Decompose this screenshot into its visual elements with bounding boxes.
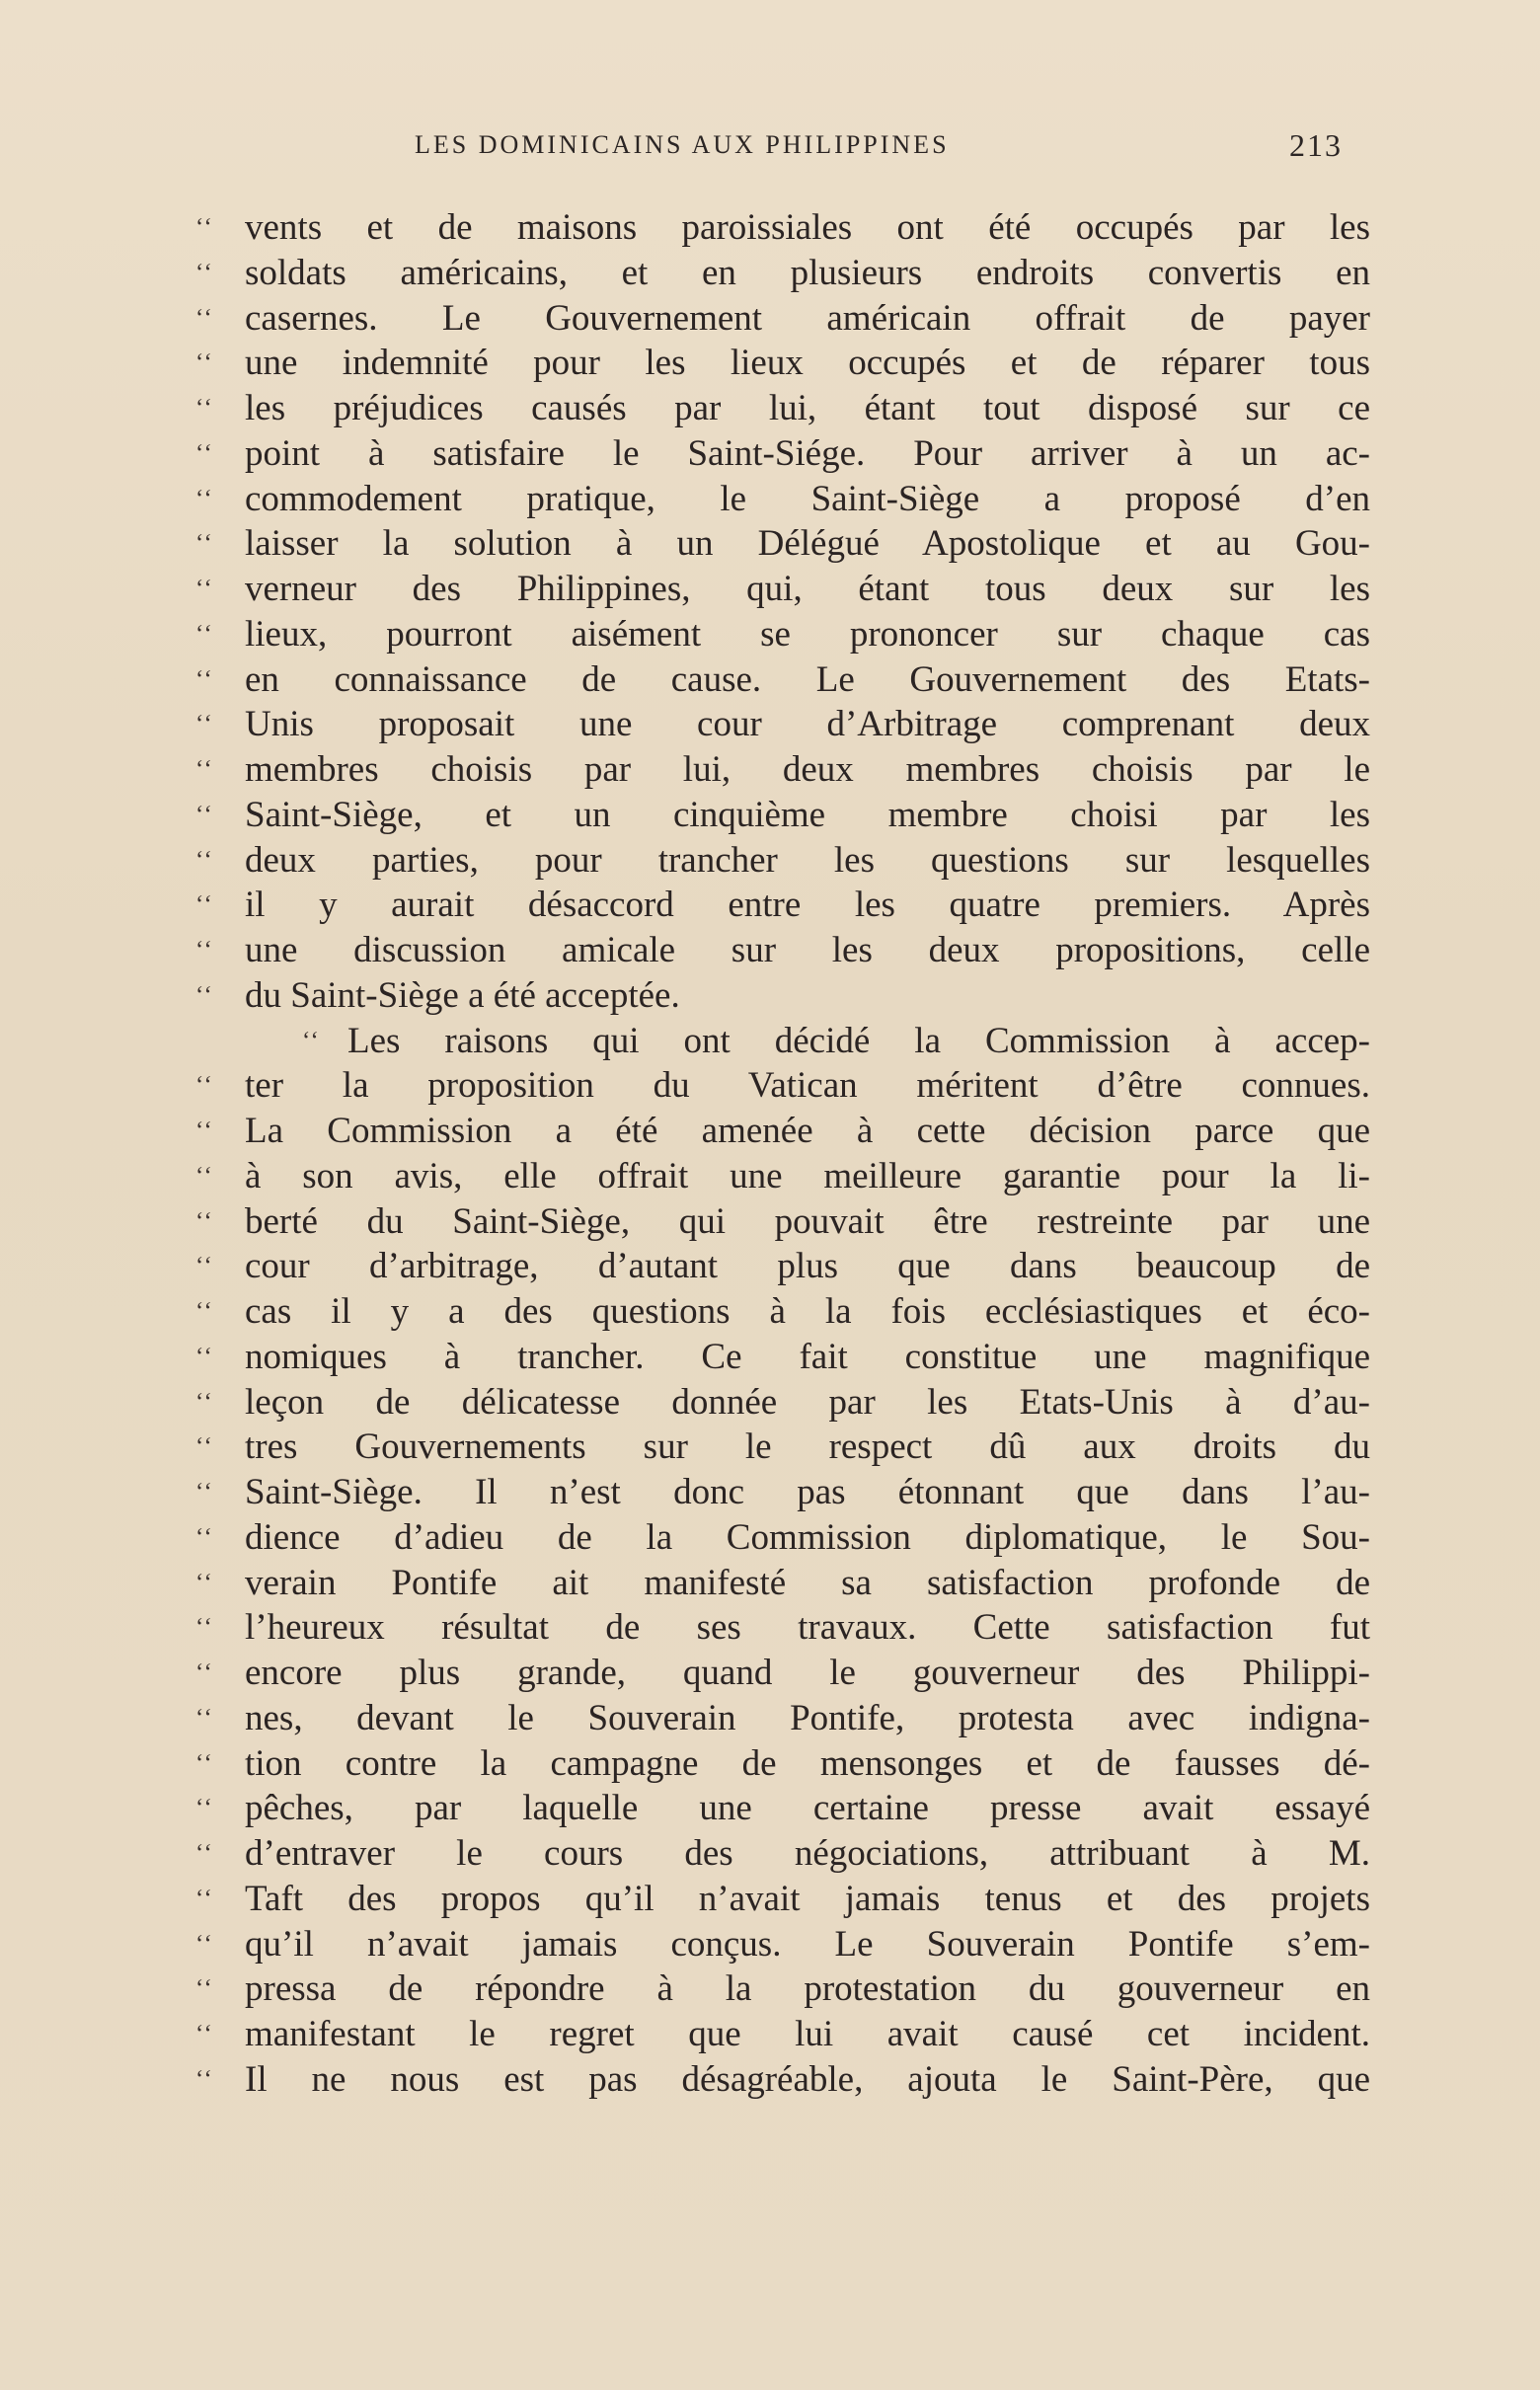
quote-mark: ‘‘ (302, 1027, 321, 1054)
text-line (195, 1922, 1370, 1967)
quote-mark: ‘‘ (195, 1659, 214, 1686)
text-line (195, 251, 1370, 296)
text-line (195, 1651, 1370, 1696)
line-text: dience d’adieu de la Commission diplomatique, le Sou- (245, 1516, 1370, 1558)
text-line (195, 1966, 1370, 2012)
quote-mark: ‘‘ (195, 1523, 214, 1551)
quote-mark: ‘‘ (195, 1072, 214, 1100)
line-text: vents et de maisons paroissiales ont été occupés par les (245, 207, 1370, 248)
quote-mark: ‘‘ (195, 1343, 214, 1370)
text-line (195, 205, 1370, 251)
quote-mark: ‘‘ (195, 1614, 214, 1642)
line-text: les préjudices causés par lui, étant tout disposé sur ce (245, 388, 1370, 428)
quote-mark: ‘‘ (195, 891, 214, 919)
text-line (195, 477, 1370, 522)
page-number: 213 (1289, 127, 1343, 163)
text-line (195, 1289, 1370, 1335)
quote-mark: ‘‘ (195, 1388, 214, 1416)
quote-mark: ‘‘ (195, 620, 214, 648)
quote-mark: ‘‘ (195, 1162, 214, 1190)
quote-mark: ‘‘ (195, 1749, 214, 1777)
text-line (195, 657, 1370, 703)
text-line (195, 1470, 1370, 1515)
quote-mark: ‘‘ (195, 1479, 214, 1505)
quote-mark: ‘‘ (195, 846, 214, 874)
line-text: lieux, pourront aisément se prononcer sur chaque cas (245, 613, 1370, 655)
text-line (195, 883, 1370, 928)
line-text: Taft des propos qu’il n’avait jamais tenus et des projets (245, 1878, 1370, 1919)
quote-mark: ‘‘ (195, 1704, 214, 1732)
line-text: Saint-Siège, et un cinquième membre choisi par les (245, 794, 1370, 835)
text-line (195, 1109, 1370, 1154)
quote-mark: ‘‘ (195, 439, 214, 467)
quote-mark: ‘‘ (195, 259, 214, 286)
line-text: leçon de délicatesse donnée par les Etats-Unis à d’au- (245, 1381, 1370, 1423)
text-line (195, 1561, 1370, 1606)
text-line (195, 1877, 1370, 1922)
text-line (195, 521, 1370, 567)
quote-mark: ‘‘ (195, 1253, 214, 1280)
text-line (195, 341, 1370, 386)
line-text: Les raisons qui ont décidé la Commission à accep- (347, 1020, 1370, 1061)
line-text: encore plus grande, quand le gouverneur des Philippi- (245, 1653, 1370, 1693)
quote-mark: ‘‘ (195, 1207, 214, 1235)
text-line (195, 1605, 1370, 1651)
quote-mark: ‘‘ (195, 1975, 214, 2003)
text-line (195, 2057, 1370, 2103)
line-text: pêches, par laquelle une certaine presse avait essayé (245, 1788, 1370, 1829)
line-text: Unis proposait une cour d’Arbitrage comprenant deux (245, 704, 1370, 745)
quote-mark: ‘‘ (195, 665, 214, 693)
line-text: casernes. Le Gouvernement américain offrait de payer (245, 297, 1370, 339)
line-text: nes, devant le Souverain Pontife, protesta avec indigna- (245, 1697, 1370, 1738)
text-line (195, 567, 1370, 612)
page-header (415, 127, 1343, 170)
text-line (195, 1515, 1370, 1561)
line-text: manifestant le regret que lui avait causé cet incident. (245, 2014, 1370, 2054)
text-line (195, 973, 1370, 1019)
quote-mark: ‘‘ (195, 349, 214, 377)
quote-mark: ‘‘ (195, 1298, 214, 1325)
line-text: qu’il n’avait jamais conçus. Le Souverain Pontife s’em- (245, 1923, 1370, 1965)
text-line (195, 1199, 1370, 1245)
line-text: berté du Saint-Siège, qui pouvait être restreinte par une (245, 1200, 1370, 1242)
line-text: en connaissance de cause. Le Gouvernement des Etats- (245, 658, 1370, 700)
body-text (195, 205, 1370, 2103)
text-line (195, 296, 1370, 342)
quote-mark: ‘‘ (195, 395, 214, 422)
quote-mark: ‘‘ (195, 981, 214, 1009)
text-line (195, 1831, 1370, 1877)
text-line (195, 747, 1370, 793)
line-text: pressa de répondre à la protestation du gouverneur en (245, 1968, 1370, 2010)
line-text: point à satisfaire le Saint-Siége. Pour arriver à un ac- (245, 432, 1370, 474)
line-text: cas il y a des questions à la fois ecclésiastiques et éco- (245, 1291, 1370, 1332)
text-line (195, 1154, 1370, 1199)
line-text: tres Gouvernements sur le respect dû aux droits du (245, 1426, 1370, 1468)
quote-mark: ‘‘ (195, 756, 214, 783)
quote-mark: ‘‘ (195, 530, 214, 558)
text-line (195, 1425, 1370, 1470)
text-line (195, 1786, 1370, 1831)
quote-mark: ‘‘ (195, 937, 214, 964)
quote-mark: ‘‘ (195, 2065, 214, 2093)
text-line (195, 1741, 1370, 1787)
quote-mark: ‘‘ (195, 1885, 214, 1912)
line-text: une discussion amicale sur les deux propositions, celle (245, 930, 1370, 970)
quote-mark: ‘‘ (195, 485, 214, 512)
line-text: verain Pontife ait manifesté sa satisfaction profonde de (245, 1562, 1370, 1603)
quote-mark: ‘‘ (195, 304, 214, 332)
quote-mark: ‘‘ (195, 1118, 214, 1144)
line-text: tion contre la campagne de mensonges et de fausses dé- (245, 1742, 1370, 1784)
quote-mark: ‘‘ (195, 1433, 214, 1461)
text-line (195, 1335, 1370, 1380)
text-line (195, 1019, 1370, 1064)
quote-mark: ‘‘ (195, 576, 214, 602)
text-line (195, 1696, 1370, 1741)
line-text: à son avis, elle offrait une meilleure garantie pour la li- (245, 1155, 1370, 1196)
text-line (195, 1063, 1370, 1109)
text-line (195, 386, 1370, 431)
line-text: laisser la solution à un Délégué Apostolique et au Gou- (245, 523, 1370, 565)
line-text: commodement pratique, le Saint-Siège a proposé d’en (245, 478, 1370, 519)
line-text: d’entraver le cours des négociations, attribuant à M. (245, 1833, 1370, 1874)
text-line (195, 431, 1370, 477)
text-line (195, 2012, 1370, 2057)
quote-mark: ‘‘ (195, 1569, 214, 1596)
quote-mark: ‘‘ (195, 2021, 214, 2047)
line-text: ter la proposition du Vatican méritent d’être connues. (245, 1065, 1370, 1107)
text-line (195, 928, 1370, 973)
running-title: LES DOMINICAINS AUX PHILIPPINES (415, 130, 950, 159)
line-text: il y aurait désaccord entre les quatre premiers. Après (245, 885, 1370, 926)
text-line (195, 1380, 1370, 1426)
line-text: deux parties, pour trancher les questions sur lesquelles (245, 839, 1370, 881)
quote-mark: ‘‘ (195, 711, 214, 738)
line-text: La Commission a été amenée à cette décision parce que (245, 1111, 1370, 1151)
quote-mark: ‘‘ (195, 801, 214, 828)
text-line (195, 1244, 1370, 1289)
quote-mark: ‘‘ (195, 1840, 214, 1867)
line-text: l’heureux résultat de ses travaux. Cette satisfaction fut (245, 1607, 1370, 1649)
text-line (195, 838, 1370, 884)
line-text: membres choisis par lui, deux membres choisis par le (245, 749, 1370, 790)
text-line (195, 612, 1370, 657)
line-text: cour d’arbitrage, d’autant plus que dans beaucoup de (245, 1246, 1370, 1287)
text-line (195, 702, 1370, 747)
line-text: Il ne nous est pas désagréable, ajouta le Saint-Père, que (245, 2058, 1370, 2100)
line-text: Saint-Siège. Il n’est donc pas étonnant que dans l’au- (245, 1472, 1370, 1512)
line-text: nomiques à trancher. Ce fait constitue une magnifique (245, 1336, 1370, 1377)
line-text: du Saint-Siège a été acceptée. (245, 974, 680, 1016)
quote-mark: ‘‘ (195, 214, 214, 241)
quote-mark: ‘‘ (195, 1930, 214, 1958)
text-line (195, 793, 1370, 838)
line-text: une indemnité pour les lieux occupés et de réparer tous (245, 343, 1370, 384)
line-text: soldats américains, et en plusieurs endroits convertis en (245, 252, 1370, 293)
line-text: verneur des Philippines, qui, étant tous deux sur les (245, 569, 1370, 609)
quote-mark: ‘‘ (195, 1795, 214, 1822)
